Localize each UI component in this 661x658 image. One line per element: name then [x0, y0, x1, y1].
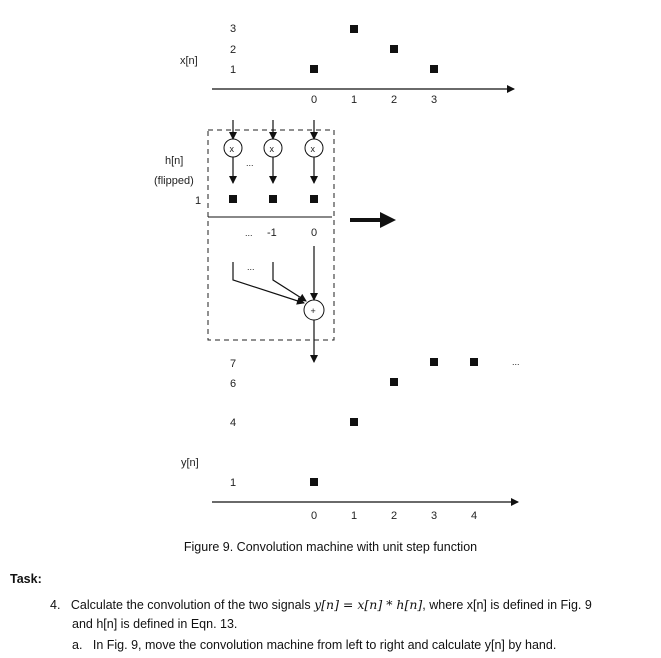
hn-ntick-dots: ...: [245, 228, 253, 238]
hn-level-1: 1: [195, 195, 202, 207]
yn-ytick-1: 1: [230, 477, 237, 489]
xn-sample-n1: [350, 25, 358, 33]
question-suffix: , where x[n] is defined in Fig. 9: [422, 598, 592, 612]
xn-sample-n0: [310, 65, 318, 73]
sum-dots: ...: [247, 262, 255, 272]
hn-sample-2: [269, 195, 277, 203]
question-line-1: [50, 597, 592, 612]
multiply-symbol-1: x: [229, 144, 234, 154]
yn-sample-n3: [430, 358, 438, 366]
sum-input-1: [233, 262, 304, 303]
subtask-letter: a.: [72, 638, 83, 652]
yn-ntick-4: 4: [471, 510, 478, 522]
xn-ntick-3: 3: [431, 94, 438, 106]
yn-continuation: ...: [512, 357, 520, 367]
multiply-symbol-3: x: [310, 144, 315, 154]
item-number: 4.: [50, 598, 61, 612]
xn-plot: [180, 23, 514, 106]
yn-sample-n0: [310, 478, 318, 486]
subtask-a: [72, 638, 556, 652]
convolution-machine: [154, 120, 334, 362]
question-prefix: Calculate the convolution of the two signals: [70, 598, 311, 612]
subtask-text: In Fig. 9, move the convolution machine from left to right and calculate y[n] by hand.: [92, 638, 557, 652]
yn-ntick-3: 3: [431, 510, 438, 522]
yn-plot: [181, 357, 520, 522]
yn-sample-n1: [350, 418, 358, 426]
yn-ytick-6: 6: [230, 378, 237, 390]
yn-ntick-1: 1: [351, 510, 358, 522]
hn-label: h[n]: [165, 155, 184, 167]
yn-ntick-2: 2: [391, 510, 398, 522]
yn-label: y[n]: [181, 457, 199, 469]
hn-sample-3: [310, 195, 318, 203]
question-line-2: and h[n] is defined in Eqn. 13.: [72, 617, 238, 631]
xn-ntick-1: 1: [351, 94, 358, 106]
multiplier-dots: ...: [246, 158, 254, 168]
move-right-arrow-icon: [350, 212, 396, 228]
xn-ntick-2: 2: [391, 94, 398, 106]
figure-caption: Figure 9. Convolution machine with unit step function: [183, 540, 478, 554]
xn-label: x[n]: [180, 55, 198, 67]
hn-ntick-0: 0: [311, 227, 318, 239]
xn-sample-n2: [390, 45, 398, 53]
xn-ytick-3: 3: [230, 23, 237, 35]
xn-sample-n3: [430, 65, 438, 73]
xn-ytick-1: 1: [230, 64, 237, 76]
yn-sample-n2: [390, 378, 398, 386]
multiply-symbol-2: x: [269, 144, 274, 154]
xn-ntick-0: 0: [311, 94, 318, 106]
task-heading: Task:: [10, 572, 42, 586]
xn-ytick-2: 2: [230, 44, 237, 56]
hn-sample-1: [229, 195, 237, 203]
yn-ytick-4: 4: [230, 417, 237, 429]
hn-ntick-minus1: -1: [267, 227, 277, 239]
convolution-equation: y[n] = x[n] * h[n]: [314, 597, 423, 612]
yn-ytick-7: 7: [230, 358, 237, 370]
hn-sublabel: (flipped): [154, 175, 194, 187]
yn-sample-n4: [470, 358, 478, 366]
yn-ntick-0: 0: [311, 510, 318, 522]
sum-symbol: +: [310, 306, 316, 316]
